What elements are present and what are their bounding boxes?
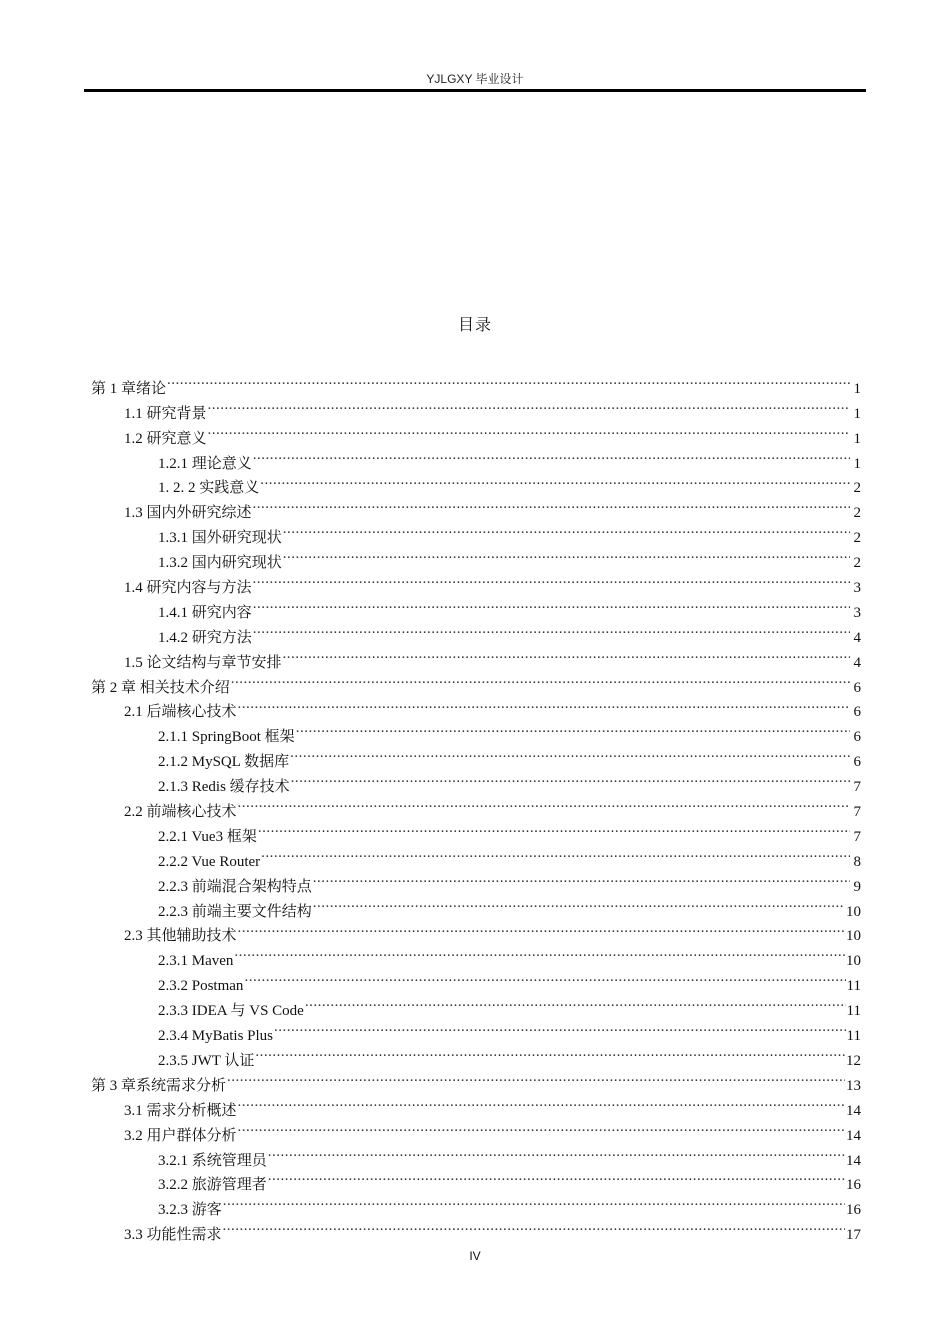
toc-entry-label: 2.3.2 Postman (158, 978, 244, 995)
toc-leader-dots (238, 916, 845, 941)
toc-leader-dots (296, 716, 850, 741)
toc-leader-dots (283, 642, 850, 667)
toc-leader-dots (313, 866, 850, 891)
toc-entry-page: 13 (846, 1077, 861, 1094)
toc-entry-label: 3.2 用户群体分析 (124, 1127, 237, 1144)
toc-entry-page: 14 (846, 1102, 861, 1119)
toc-entry-page: 12 (846, 1052, 861, 1069)
toc-entry-page: 8 (853, 853, 861, 870)
toc-entry-page: 1 (853, 455, 861, 472)
toc-leader-dots (253, 567, 850, 592)
toc-leader-dots (291, 766, 850, 791)
toc-leader-dots (253, 443, 850, 468)
toc-entry-label: 2.2.3 前端主要文件结构 (158, 903, 312, 920)
toc-entry-page: 9 (853, 878, 861, 895)
toc-entry-page: 16 (846, 1177, 861, 1194)
toc-entry-page: 3 (853, 580, 861, 597)
toc-entry-label: 1.4.2 研究方法 (158, 629, 252, 646)
toc-entry-label: 2.3.4 MyBatis Plus (158, 1028, 274, 1045)
toc-entry-page: 11 (846, 1003, 861, 1020)
toc-entry-page: 6 (853, 729, 861, 746)
toc-entry-label: 2.1.2 MySQL 数据库 (158, 754, 290, 771)
toc-leader-dots (223, 1214, 845, 1239)
toc-entry-label: 第 1 章绪论 (91, 380, 167, 397)
toc-entry-page: 10 (846, 903, 861, 920)
toc-leader-dots (253, 492, 850, 517)
toc-entry-label: 2.1 后端核心技术 (124, 704, 237, 721)
toc-entry-page: 11 (846, 978, 861, 995)
toc-entry-page: 7 (853, 779, 861, 796)
toc-leader-dots (283, 542, 850, 567)
toc-entry-page: 2 (853, 555, 861, 572)
toc-leader-dots (274, 1015, 846, 1040)
toc-entry-label: 1.5 论文结构与章节安排 (124, 654, 282, 671)
toc-leader-dots (253, 617, 850, 642)
toc-entry-label: 2.1.3 Redis 缓存技术 (158, 779, 290, 796)
toc-entry-label: 3.2.3 游客 (158, 1202, 222, 1219)
toc-entry-page: 3 (853, 604, 861, 621)
toc-entry-page: 2 (853, 480, 861, 497)
toc-entry-page: 16 (846, 1202, 861, 1219)
toc-entry-label: 2.3 其他辅助技术 (124, 928, 237, 945)
toc-entry-label: 3.1 需求分析概述 (124, 1102, 237, 1119)
toc-entry-label: 1.3.2 国内研究现状 (158, 555, 282, 572)
toc-title: 目录 (457, 317, 492, 334)
toc-entry-label: 1.4.1 研究内容 (158, 604, 252, 621)
toc-entry-page: 1 (853, 430, 861, 447)
toc-entry-page: 1 (853, 380, 861, 397)
toc-entry-label: 第 3 章系统需求分析 (91, 1077, 227, 1094)
toc-entry-page: 4 (853, 629, 861, 646)
toc-entry-page: 7 (853, 828, 861, 845)
toc-leader-dots (268, 1140, 845, 1165)
toc-entry-page: 6 (853, 679, 861, 696)
toc-entry-page: 10 (846, 928, 861, 945)
toc-entry[interactable] (91, 368, 861, 397)
toc-entry-label: 2.2.1 Vue3 框架 (158, 828, 257, 845)
toc-entry-page: 1 (853, 405, 861, 422)
toc-leader-dots (290, 741, 850, 766)
toc-entry-label: 2.2 前端核心技术 (124, 804, 237, 821)
toc-entry-label: 2.3.1 Maven (158, 953, 234, 970)
toc-leader-dots (208, 418, 850, 443)
toc-entry-page: 11 (846, 1028, 861, 1045)
toc-entry[interactable] (91, 393, 861, 422)
toc-entry-page: 14 (846, 1127, 861, 1144)
toc-entry-label: 第 2 章 相关技术介绍 (91, 679, 230, 696)
toc-leader-dots (231, 667, 850, 692)
toc-leader-dots (238, 692, 850, 717)
toc-entry-page: 2 (853, 530, 861, 547)
toc-entry-label: 3.2.1 系统管理员 (158, 1152, 267, 1169)
toc-leader-dots (283, 517, 850, 542)
header-divider (84, 89, 866, 92)
toc-leader-dots (255, 1040, 845, 1065)
toc-entry-page: 7 (853, 804, 861, 821)
toc-leader-dots (260, 468, 850, 493)
toc-entry-label: 2.2.3 前端混合架构特点 (158, 878, 312, 895)
toc-entry-page: 6 (853, 704, 861, 721)
toc-entry-label: 1.2.1 理论意义 (158, 455, 252, 472)
toc-entry-label: 3.3 功能性需求 (124, 1227, 222, 1244)
toc-entry-page: 10 (846, 953, 861, 970)
toc-leader-dots (258, 816, 850, 841)
toc-entry-page: 4 (853, 654, 861, 671)
page-header: YJLGXY 毕业设计 (426, 72, 524, 86)
toc-leader-dots (208, 393, 850, 418)
toc-entry-page: 17 (846, 1227, 861, 1244)
toc-leader-dots (227, 1065, 845, 1090)
toc-leader-dots (313, 891, 845, 916)
table-of-contents (91, 368, 861, 1244)
toc-leader-dots (261, 841, 850, 866)
toc-entry-label: 1.3.1 国外研究现状 (158, 530, 282, 547)
toc-leader-dots (238, 1090, 845, 1115)
page-number: IV (469, 1249, 481, 1263)
toc-leader-dots (253, 592, 850, 617)
toc-entry-label: 1.4 研究内容与方法 (124, 580, 252, 597)
toc-entry-label: 2.3.3 IDEA 与 VS Code (158, 1003, 304, 1020)
toc-leader-dots (238, 791, 850, 816)
toc-entry-label: 1.3 国内外研究综述 (124, 505, 252, 522)
toc-entry-label: 1.2 研究意义 (124, 430, 207, 447)
toc-entry-label: 2.1.1 SpringBoot 框架 (158, 729, 295, 746)
toc-entry-page: 6 (853, 754, 861, 771)
toc-leader-dots (238, 1115, 845, 1140)
toc-leader-dots (234, 940, 845, 965)
toc-entry-label: 2.3.5 JWT 认证 (158, 1052, 255, 1069)
toc-entry-page: 14 (846, 1152, 861, 1169)
toc-leader-dots (268, 1165, 845, 1190)
toc-entry-page: 2 (853, 505, 861, 522)
toc-leader-dots (223, 1189, 845, 1214)
toc-leader-dots (244, 965, 845, 990)
toc-entry-label: 3.2.2 旅游管理者 (158, 1177, 267, 1194)
toc-leader-dots (305, 990, 846, 1015)
toc-entry-label: 1.1 研究背景 (124, 405, 207, 422)
toc-entry-label: 1. 2. 2 实践意义 (158, 480, 260, 497)
toc-entry-label: 2.2.2 Vue Router (158, 853, 261, 870)
toc-leader-dots (167, 368, 850, 393)
